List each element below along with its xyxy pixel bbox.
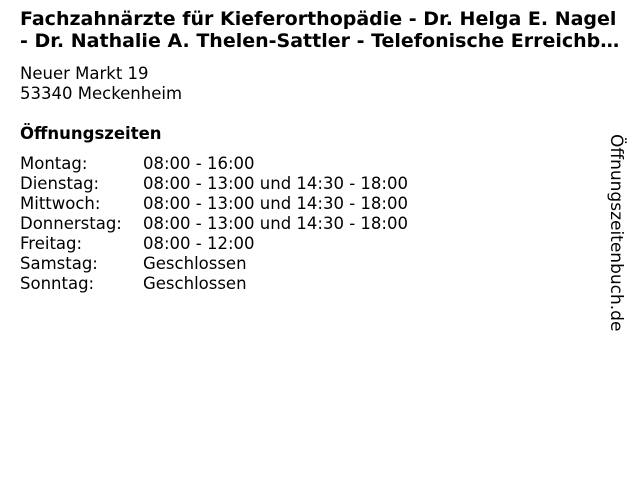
time-value: 08:00 - 16:00 [143,154,255,173]
day-label: Donnerstag: [20,214,122,233]
time-value: 08:00 - 13:00 und 14:30 - 18:00 [143,214,408,233]
hours-row-saturday [20,254,408,274]
day-label: Samstag: [20,254,98,273]
hours-row-friday [20,234,408,254]
day-label: Montag: [20,154,88,173]
time-value: 08:00 - 12:00 [143,234,255,253]
opening-hours-table [20,154,408,294]
address-city: 53340 Meckenheim [20,84,183,103]
time-value: Geschlossen [143,274,247,293]
address-block [20,64,182,104]
day-label: Freitag: [20,234,83,253]
day-label: Dienstag: [20,174,100,193]
page-title: Fachzahnärzte für Kieferorthopädie - Dr. Helga E. Nagel - Dr. Nathalie A. Thelen-Sattler - Telefonische Erreichba [20,8,617,52]
opening-hours-heading: Öffnungszeiten [20,124,162,143]
address-street: Neuer Markt 19 [20,64,149,83]
hours-row-monday [20,154,408,174]
site-watermark: Öffnungszeitenbuch.de [606,134,626,332]
hours-row-wednesday [20,194,408,214]
time-value: Geschlossen [143,254,247,273]
hours-row-tuesday [20,174,408,194]
time-value: 08:00 - 13:00 und 14:30 - 18:00 [143,194,408,213]
day-label: Sonntag: [20,274,95,293]
time-value: 08:00 - 13:00 und 14:30 - 18:00 [143,174,408,193]
hours-row-thursday [20,214,408,234]
hours-row-sunday [20,274,408,294]
day-label: Mittwoch: [20,194,101,213]
